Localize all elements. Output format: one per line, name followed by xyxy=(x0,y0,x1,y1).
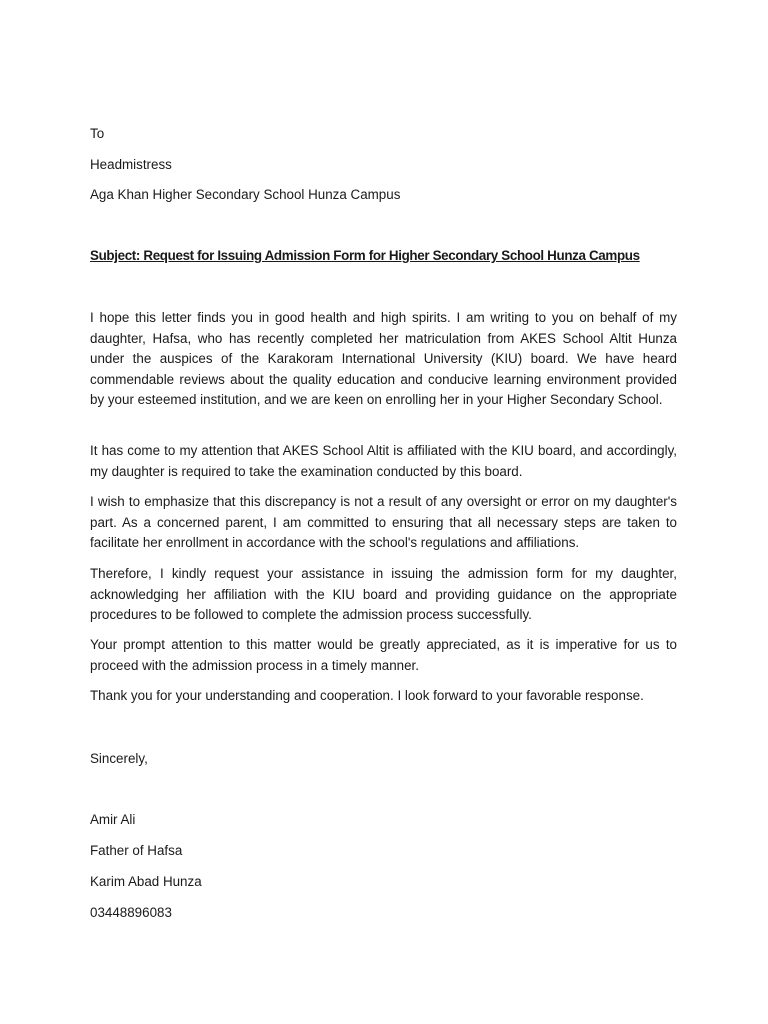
recipient-institution: Aga Khan Higher Secondary School Hunza Campus xyxy=(90,187,401,202)
body-paragraph-3: I wish to emphasize that this discrepancy is not a result of any oversight or error on my daughter's part. As a concerned parent, I am committed to ensuring that all necessary steps are taken to facilitate her enrollment in accordance with the school's regulations and affiliations. xyxy=(90,494,677,551)
subject-line: Subject: Request for Issuing Admission Form for Higher Secondary School Hunza Campus xyxy=(90,248,640,263)
body-paragraph-5: Your prompt attention to this matter would be greatly appreciated, as it is imperative for us to proceed with the admission process in a timely manner. xyxy=(90,637,677,673)
signature-phone: 03448896083 xyxy=(90,905,172,920)
body-paragraph-1: I hope this letter finds you in good health and high spirits. I am writing to you on behalf of my daughter, Hafsa, who has recently completed her matriculation from AKES School Altit Hunza under the auspices of the Karakoram International University (KIU) board. We have heard commendable reviews about the quality education and conducive learning environment provided by your esteemed institution, and we are keen on enrolling her in your Higher Secondary School. xyxy=(90,310,677,408)
body-paragraph-2: It has come to my attention that AKES School Altit is affiliated with the KIU board, and accordingly, my daughter is required to take the examination conducted by this board. xyxy=(90,443,677,479)
body-paragraph-6: Thank you for your understanding and cooperation. I look forward to your favorable response. xyxy=(90,688,644,703)
recipient-to: To xyxy=(90,126,105,141)
signature-address: Karim Abad Hunza xyxy=(90,874,202,889)
signature-relation: Father of Hafsa xyxy=(90,843,183,858)
recipient-title: Headmistress xyxy=(90,157,172,172)
closing: Sincerely, xyxy=(90,751,148,766)
body-paragraph-4: Therefore, I kindly request your assistance in issuing the admission form for my daughter, acknowledging her affiliation with the KIU board and providing guidance on the appropriate procedures to be followed to complete the admission process successfully. xyxy=(90,566,677,623)
signature-name: Amir Ali xyxy=(90,812,136,827)
